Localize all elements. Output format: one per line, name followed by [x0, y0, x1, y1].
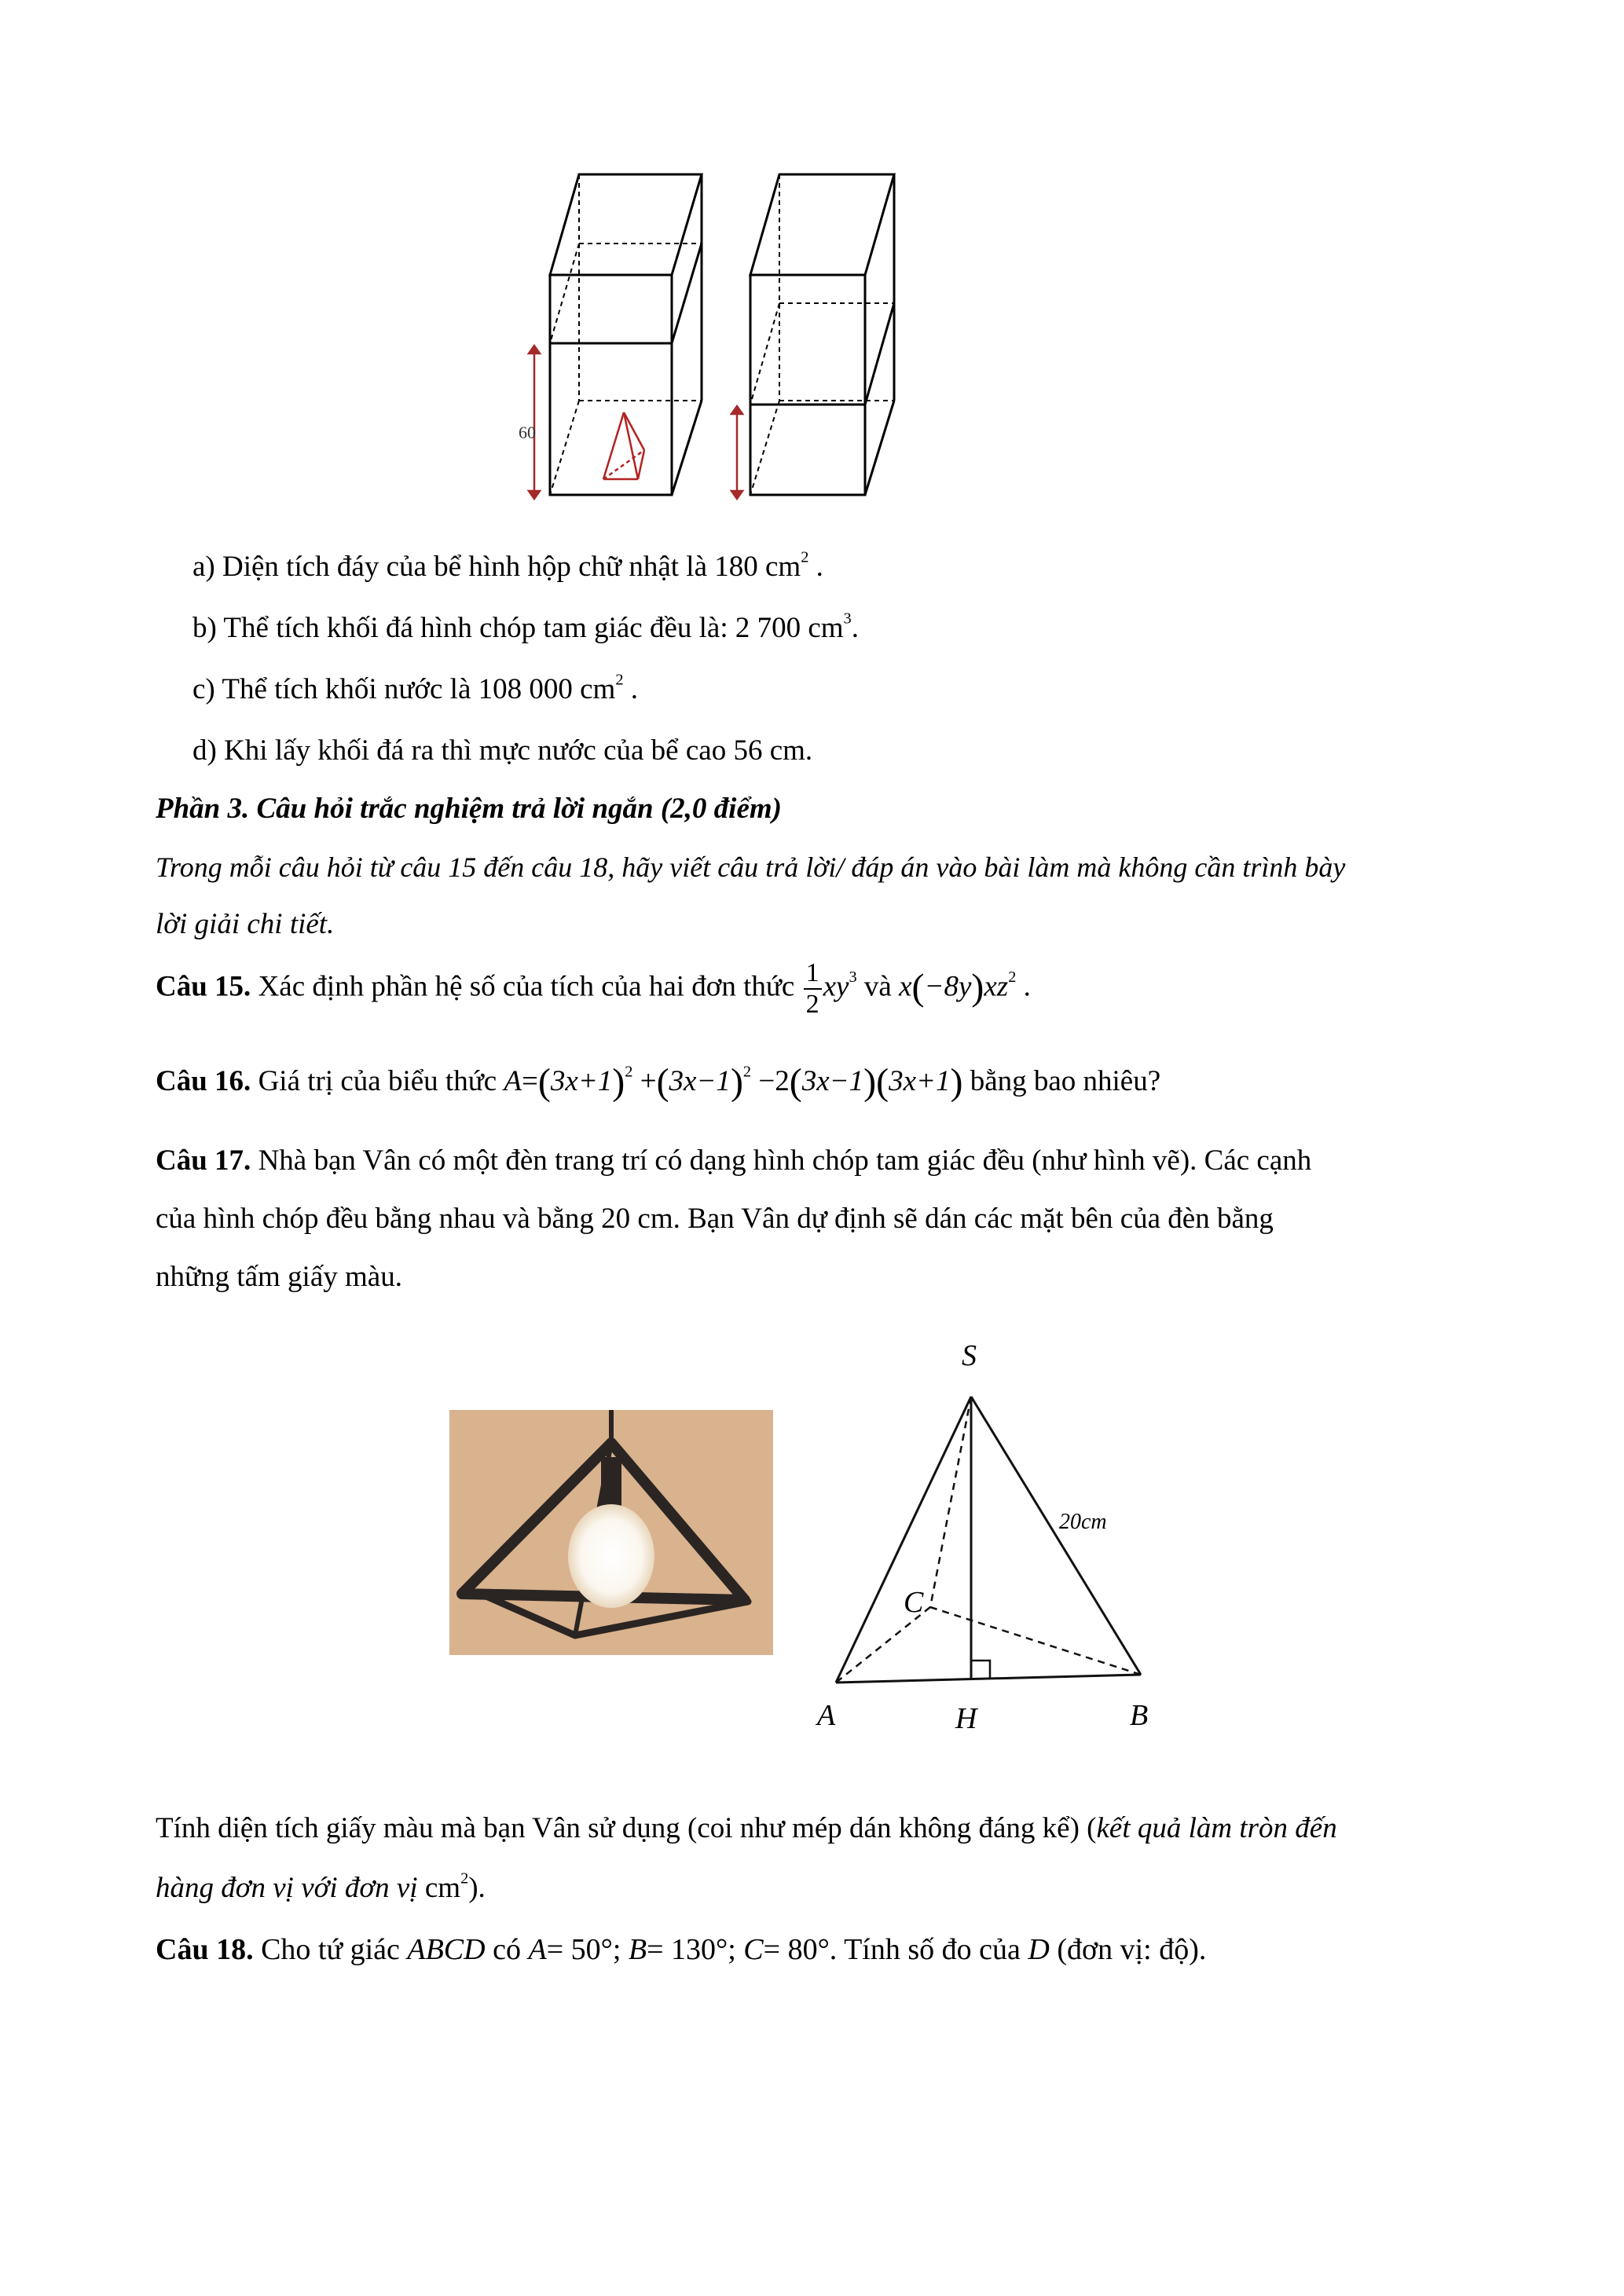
monomial-2-inner: −8y [924, 970, 972, 1003]
statement-sup: 3 [843, 610, 852, 628]
op-minus-2: −2 [758, 1065, 790, 1097]
rounding-note: hàng đơn vị với đơn vị [156, 1872, 418, 1904]
term-2-exp: 2 [742, 1063, 752, 1081]
question-label: Câu 17. [156, 1144, 251, 1177]
question-text: Cho tứ giác [261, 1933, 400, 1966]
statement-label: b) [192, 612, 217, 644]
statement-text: Thể tích khối đá hình chóp tam giác đều là: 2 700 cm [223, 612, 844, 644]
term-4: 3x+1 [889, 1065, 951, 1097]
quadrilateral-name: ABCD [407, 1933, 486, 1966]
tank-right [750, 174, 894, 495]
vertex-a: A [817, 1699, 836, 1732]
question-label: Câu 18. [156, 1933, 254, 1966]
question-17-task-line-2 [156, 1871, 486, 1906]
question-text: . Tính số đo của [829, 1933, 1021, 1966]
statement-d [192, 734, 812, 768]
term-1-exp: 2 [625, 1063, 633, 1081]
statement-sup: 2 [801, 548, 809, 566]
statement-label: a) [192, 551, 215, 583]
question-16: Câu 16. Giá trị của biểu thức $A=(3x+1)^2 +(3x-1)^2 -2(3x-1)(3x+1)$ bằng bao nhiêu? [156, 1061, 1161, 1103]
vertex-s: S [962, 1339, 977, 1372]
statement-text: Thể tích khối nước là 108 000 cm [222, 673, 616, 705]
term-1: 3x+1 [550, 1065, 613, 1097]
part3-title: Phần 3. Câu hỏi trắc nghiệm trả lời ngắn (2,0 điểm) [156, 793, 782, 825]
statement-text: Diện tích đáy của bể hình hộp chữ nhật là 180 cm [222, 551, 801, 583]
question-18 [156, 1932, 1206, 1967]
question-text: của hình chóp đều bằng nhau và bằng [156, 1203, 594, 1235]
fraction-denominator: 2 [805, 990, 819, 1019]
monomial-2-exp: 2 [1008, 969, 1017, 987]
question-end: (đơn vị: độ). [1057, 1933, 1207, 1966]
statement-sup: 2 [615, 671, 624, 689]
question-end: . [1023, 970, 1031, 1003]
angle-a-value: = 50°; [546, 1933, 621, 1966]
statement-label: c) [192, 673, 215, 705]
pyramid-diagram [786, 1327, 1194, 1767]
statement-end: . [816, 551, 823, 583]
tank-left [550, 174, 702, 495]
unit-exp: 2 [460, 1869, 469, 1888]
conjunction: và [863, 970, 892, 1003]
fraction-numerator: 1 [804, 960, 822, 990]
vertex-b: B [1130, 1699, 1149, 1732]
question-17-line-3: những tấm giấy màu. [156, 1261, 402, 1293]
question-text: ). [468, 1872, 486, 1904]
edge-length: 20 cm [601, 1203, 673, 1235]
part3-instruction-1: Trong mỗi câu hỏi từ câu 15 đến câu 18, hãy viết câu trả lời/ đáp án vào bài làm mà không cần trình bày [156, 851, 1346, 883]
angle-a: A [528, 1933, 547, 1966]
question-text: Giá trị của biểu thức [258, 1065, 497, 1097]
question-15: Câu 15. Xác định phần hệ số của tích của hai đơn thức $\frac{1}{2}$ $xy^3$ và $x(-8y)xz^2$ . [156, 958, 1031, 1019]
rounding-note: kết quả làm tròn đến [1096, 1812, 1337, 1844]
angle-b: B [628, 1933, 647, 1966]
expression-var: A [504, 1065, 522, 1097]
stone-pyramid-icon [603, 412, 644, 479]
statement-b [192, 611, 859, 646]
question-text: Tính diện tích giấy màu mà bạn Vân sử dụng (coi như mép dán không đáng kể) ( [156, 1812, 1097, 1844]
light-bulb-icon [568, 1504, 654, 1608]
statement-c [192, 672, 638, 707]
question-text: Xác định phần hệ số của tích của hai đơn thức [258, 970, 795, 1003]
question-label: Câu 16. [156, 1065, 251, 1097]
monomial-2-rest: xz [984, 970, 1009, 1003]
angle-c: C [743, 1933, 764, 1966]
monomial-1: xy [823, 970, 849, 1003]
height-arrow-right [731, 406, 742, 499]
term-3: 3x−1 [801, 1065, 864, 1097]
question-17-line-2 [156, 1202, 1274, 1236]
expression-eq: = [522, 1065, 538, 1097]
part3-instruction-2: lời giải chi tiết. [156, 908, 335, 940]
statement-a [192, 550, 823, 584]
statement-end: . [630, 673, 638, 705]
angle-c-value: = 80° [763, 1933, 830, 1966]
term-2: 3x−1 [669, 1065, 731, 1097]
question-17-task-line-1 [156, 1811, 1337, 1846]
statement-end: . [851, 612, 859, 644]
vertex-c: C [904, 1586, 924, 1619]
question-text: có [493, 1933, 521, 1966]
op-plus: + [640, 1065, 657, 1097]
monomial-2-x: x [899, 970, 912, 1003]
question-label: Câu 15. [156, 970, 251, 1003]
lamp-photo [449, 1410, 773, 1655]
statement-text: Khi lấy khối đá ra thì mực nước của bể cao 56 cm. [224, 734, 813, 767]
question-end: bằng bao nhiêu? [970, 1065, 1161, 1097]
height-label: 60 [519, 423, 536, 442]
edge-label: 20cm [1059, 1510, 1107, 1534]
question-17-line-1 [156, 1144, 1311, 1178]
tank-figure [511, 157, 1139, 518]
monomial-1-exp: 3 [849, 969, 857, 987]
question-text: . Bạn Vân dự định sẽ dán các mặt bên của đèn bằng [673, 1203, 1274, 1235]
fraction [804, 960, 822, 1018]
angle-d: D [1028, 1933, 1050, 1966]
unit: cm [424, 1872, 461, 1904]
question-text: Nhà bạn Vân có một đèn trang trí có dạng hình chóp tam giác đều (như hình vẽ). Các cạnh [258, 1144, 1312, 1177]
vertex-h: H [955, 1702, 977, 1735]
statement-label: d) [192, 734, 217, 767]
angle-b-value: = 130°; [647, 1933, 736, 1966]
